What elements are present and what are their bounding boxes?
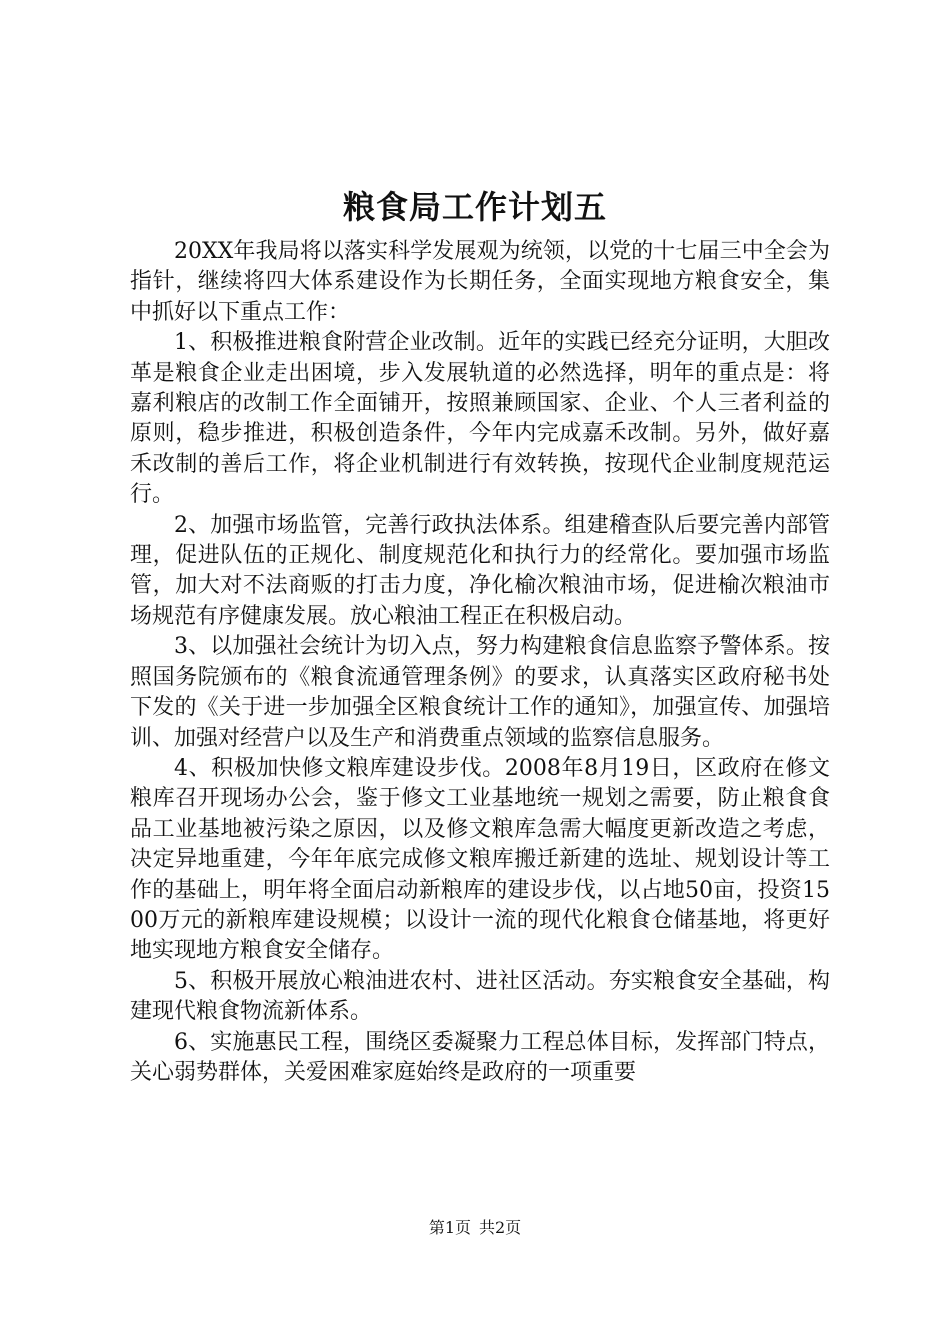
paragraph-item-4: 4、积极加快修文粮库建设步伐。2008年8月19日，区政府在修文粮库召开现场办公会，鉴于修文工业基地统一规划之需要，防止粮食食品工业基地被污染之原因，以及修文粮库急需大幅度更新改造之考虑，决定异地重建，今年年底完成修文粮库搬迁新建的选址、规划设计等工作的基础上，明年将全面启动新粮库的建设步伐，以占地50亩，投资1500万元的新粮库建设规模；以设计一流的现代化粮食仓储基地，将更好地实现地方粮食安全储存。	[130, 755, 830, 964]
page-footer	[0, 1216, 950, 1240]
document-body	[130, 237, 830, 1187]
document-title: 粮食局工作计划五	[342, 188, 607, 226]
paragraph-item-3: 3、以加强社会统计为切入点，努力构建粮食信息监察予警体系。按照国务院颁布的《粮食流通管理条例》的要求，认真落实区政府秘书处下发的《关于进一步加强全区粮食统计工作的通知》，加强宣传、加强培训、加强对经营户以及生产和消费重点领域的监察信息服务。	[130, 634, 830, 751]
paragraph-item-5: 5、积极开展放心粮油进农村、进社区活动。夯实粮食安全基础，构建现代粮食物流新体系。	[130, 968, 830, 1025]
paragraph-item-1: 1、积极推进粮食附营企业改制。近年的实践已经充分证明，大胆改革是粮食企业走出困境，步入发展轨道的必然选择，明年的重点是：将嘉利粮店的改制工作全面铺开，按照兼顾国家、企业、个人三者利益的原则，稳步推进，积极创造条件，今年内完成嘉禾改制。另外，做好嘉禾改制的善后工作，将企业机制进行有效转换，按现代企业制度规范运行。	[130, 330, 830, 508]
paragraph-item-6: 6、实施惠民工程，围绕区委凝聚力工程总体目标，发挥部门特点，关心弱势群体，关爱困难家庭始终是政府的一项重要	[130, 1029, 830, 1085]
paragraph-intro: 20XX年我局将以落实科学发展观为统领，以党的十七届三中全会为指针，继续将四大体系建设作为长期任务，全面实现地方粮食安全，集中抓好以下重点工作：	[130, 239, 830, 325]
page-number-total: 共2页	[479, 1218, 522, 1237]
paragraph-item-2: 2、加强市场监管，完善行政执法体系。组建稽查队后要完善内部管理，促进队伍的正规化、制度规范化和执行力的经常化。要加强市场监管，加大对不法商贩的打击力度，净化榆次粮油市场，促进榆次粮油市场规范有序健康发展。放心粮油工程正在积极启动。	[130, 512, 830, 629]
page-number-current: 第1页	[428, 1218, 471, 1237]
